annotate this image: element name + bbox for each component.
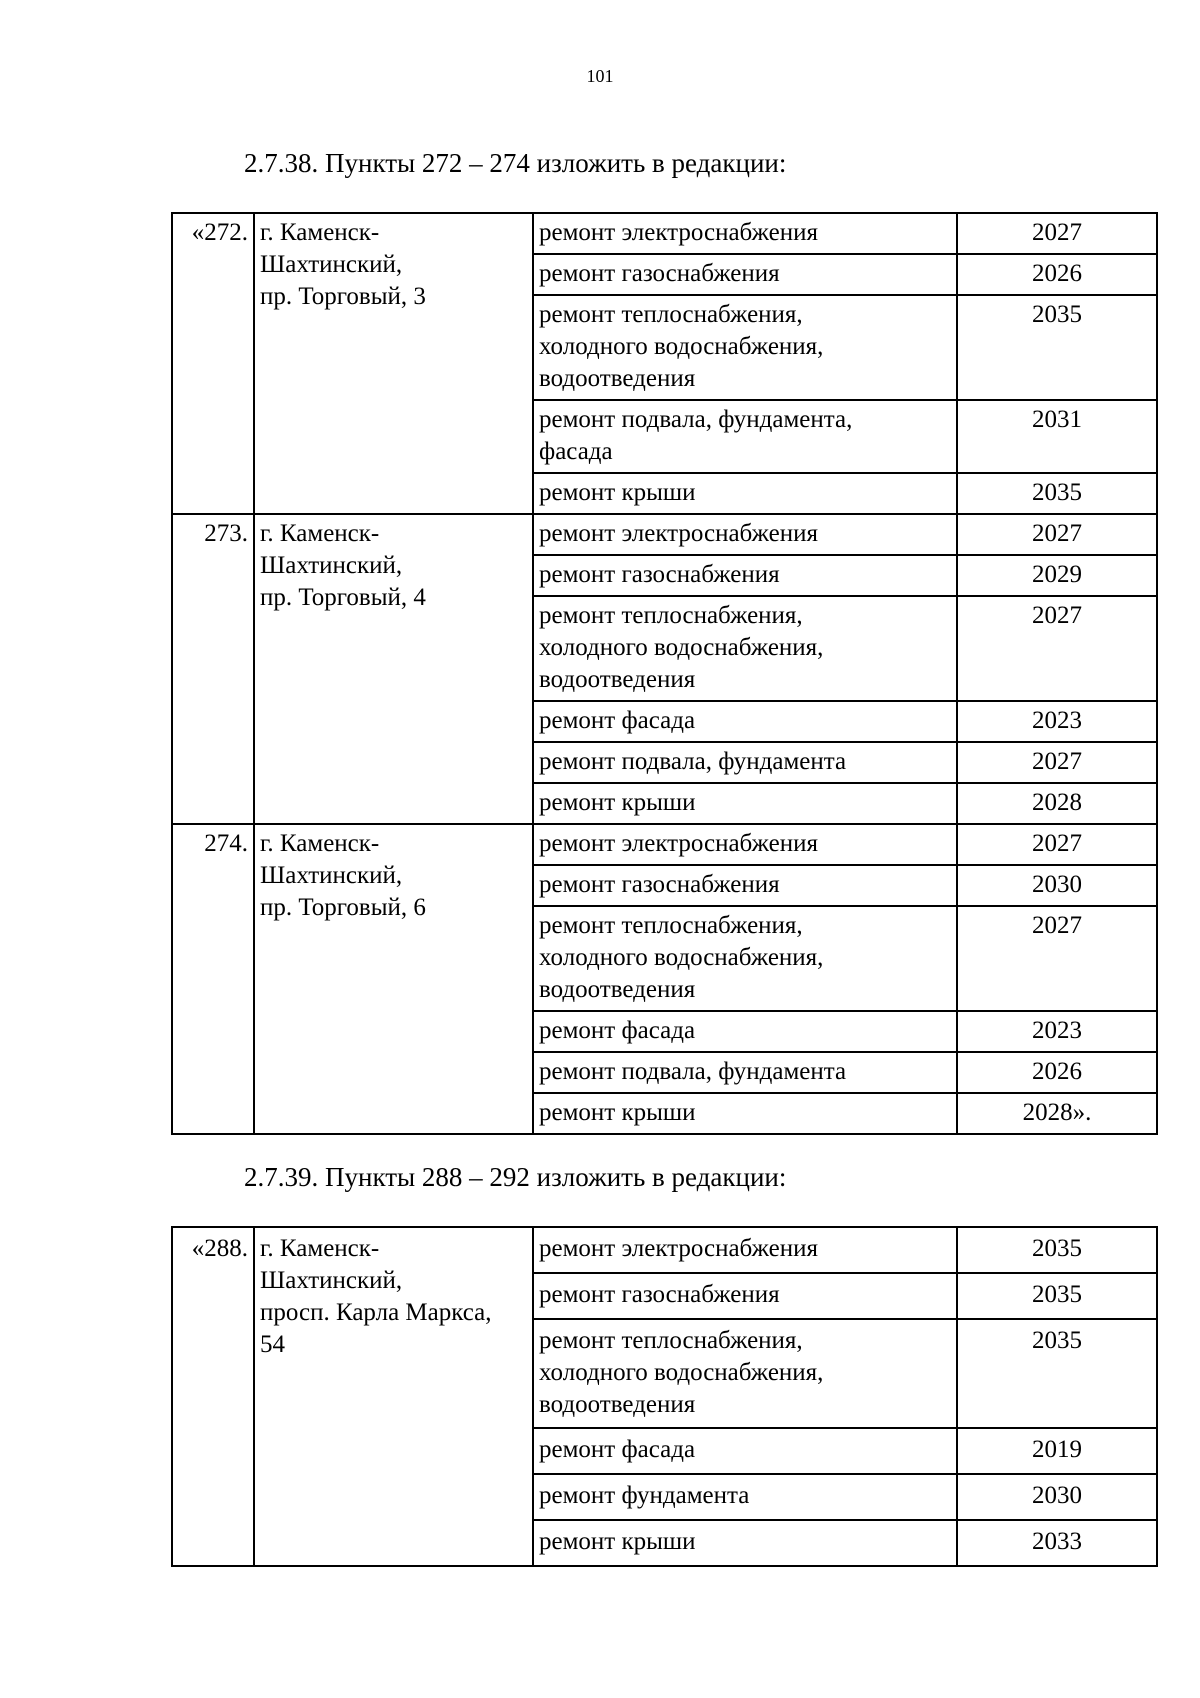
work-type-line: водоотведения [539, 976, 696, 1003]
section-heading-2-7-39: 2.7.39. Пункты 288 – 292 изложить в редакции: [244, 1162, 787, 1192]
work-year: 2028 [957, 783, 1157, 824]
work-type [533, 1052, 957, 1093]
work-type [533, 1319, 957, 1428]
work-year: 2030 [957, 865, 1157, 906]
work-type [533, 1428, 957, 1474]
work-type [533, 400, 957, 473]
work-type-line: ремонт теплоснабжения, [539, 1327, 803, 1354]
work-type [533, 1273, 957, 1319]
work-year: 2023 [957, 701, 1157, 742]
work-type-line: холодного водоснабжения, [539, 333, 824, 360]
work-type [533, 783, 957, 824]
work-type-line: ремонт электроснабжения [539, 1235, 818, 1262]
work-type-line: ремонт газоснабжения [539, 561, 780, 588]
work-type [533, 1227, 957, 1273]
work-year: 2028». [957, 1093, 1157, 1134]
work-type-line: холодного водоснабжения, [539, 944, 824, 971]
work-type-line: ремонт крыши [539, 1528, 696, 1555]
work-type-line: ремонт подвала, фундамента, [539, 406, 853, 433]
work-year: 2019 [957, 1428, 1157, 1474]
item-address [254, 514, 533, 824]
work-type-line: ремонт крыши [539, 479, 696, 506]
address-line: г. Каменск- [260, 219, 380, 246]
table-row [172, 213, 1157, 254]
work-type-line: водоотведения [539, 365, 696, 392]
work-type [533, 473, 957, 514]
item-address [254, 1227, 533, 1566]
work-type-line: ремонт подвала, фундамента [539, 748, 847, 775]
work-type [533, 865, 957, 906]
work-type [533, 1011, 957, 1052]
section-heading-2-7-38: 2.7.38. Пункты 272 – 274 изложить в редакции: [244, 148, 787, 178]
address-line: Шахтинский, [260, 552, 403, 579]
repair-schedule-table-1 [171, 212, 1158, 1135]
item-address [254, 824, 533, 1134]
work-type-line: ремонт газоснабжения [539, 260, 780, 287]
work-type-line: ремонт фундамента [539, 1482, 750, 1509]
work-year: 2027 [957, 514, 1157, 555]
work-year: 2035 [957, 473, 1157, 514]
address-line: Шахтинский, [260, 251, 403, 278]
work-type-line: холодного водоснабжения, [539, 1359, 824, 1386]
work-type [533, 701, 957, 742]
work-year: 2027 [957, 742, 1157, 783]
item-address [254, 213, 533, 514]
work-year: 2027 [957, 906, 1157, 1011]
work-year: 2029 [957, 555, 1157, 596]
work-type-line: ремонт теплоснабжения, [539, 912, 803, 939]
work-year: 2033 [957, 1520, 1157, 1566]
item-number: «272. [172, 213, 254, 514]
table-row [172, 1227, 1157, 1273]
address-line: г. Каменск- [260, 1235, 380, 1262]
page-number: 101 [586, 66, 614, 86]
work-year: 2030 [957, 1474, 1157, 1520]
work-year: 2027 [957, 824, 1157, 865]
work-type-line: ремонт теплоснабжения, [539, 602, 803, 629]
table-row [172, 824, 1157, 865]
work-year: 2026 [957, 1052, 1157, 1093]
item-number: 274. [172, 824, 254, 1134]
item-number: «288. [172, 1227, 254, 1566]
work-type [533, 1474, 957, 1520]
work-type-line: водоотведения [539, 666, 696, 693]
work-type [533, 254, 957, 295]
address-line: Шахтинский, [260, 1267, 403, 1294]
work-type [533, 742, 957, 783]
work-type-line: ремонт фасада [539, 1436, 696, 1463]
work-type [533, 213, 957, 254]
item-number: 273. [172, 514, 254, 824]
work-type [533, 295, 957, 400]
address-line: пр. Торговый, 3 [260, 283, 426, 310]
address-line: пр. Торговый, 4 [260, 584, 426, 611]
work-type [533, 1520, 957, 1566]
work-year: 2035 [957, 295, 1157, 400]
address-line: пр. Торговый, 6 [260, 894, 426, 921]
work-year: 2035 [957, 1227, 1157, 1273]
work-year: 2026 [957, 254, 1157, 295]
work-year: 2023 [957, 1011, 1157, 1052]
address-line: г. Каменск- [260, 520, 380, 547]
work-type-line: ремонт крыши [539, 1099, 696, 1126]
work-year: 2035 [957, 1319, 1157, 1428]
work-type-line: ремонт фасада [539, 707, 696, 734]
work-type-line: ремонт электроснабжения [539, 830, 818, 857]
address-line: 54 [260, 1331, 285, 1358]
work-type-line: ремонт электроснабжения [539, 520, 818, 547]
work-year: 2031 [957, 400, 1157, 473]
work-type-line: ремонт газоснабжения [539, 871, 780, 898]
work-type [533, 824, 957, 865]
work-type [533, 555, 957, 596]
repair-schedule-table-2 [171, 1226, 1158, 1567]
work-type-line: ремонт фасада [539, 1017, 696, 1044]
work-type-line: ремонт подвала, фундамента [539, 1058, 847, 1085]
work-type [533, 596, 957, 701]
address-line: просп. Карла Маркса, [260, 1299, 492, 1326]
work-type-line: ремонт теплоснабжения, [539, 301, 803, 328]
work-type-line: фасада [539, 438, 613, 465]
work-type-line: ремонт крыши [539, 789, 696, 816]
work-type [533, 1093, 957, 1134]
work-year: 2027 [957, 213, 1157, 254]
work-type-line: водоотведения [539, 1391, 696, 1418]
work-year: 2027 [957, 596, 1157, 701]
work-type-line: ремонт газоснабжения [539, 1281, 780, 1308]
work-type-line: холодного водоснабжения, [539, 634, 824, 661]
work-type-line: ремонт электроснабжения [539, 219, 818, 246]
work-year: 2035 [957, 1273, 1157, 1319]
work-type [533, 906, 957, 1011]
table-row [172, 514, 1157, 555]
address-line: г. Каменск- [260, 830, 380, 857]
work-type [533, 514, 957, 555]
address-line: Шахтинский, [260, 862, 403, 889]
